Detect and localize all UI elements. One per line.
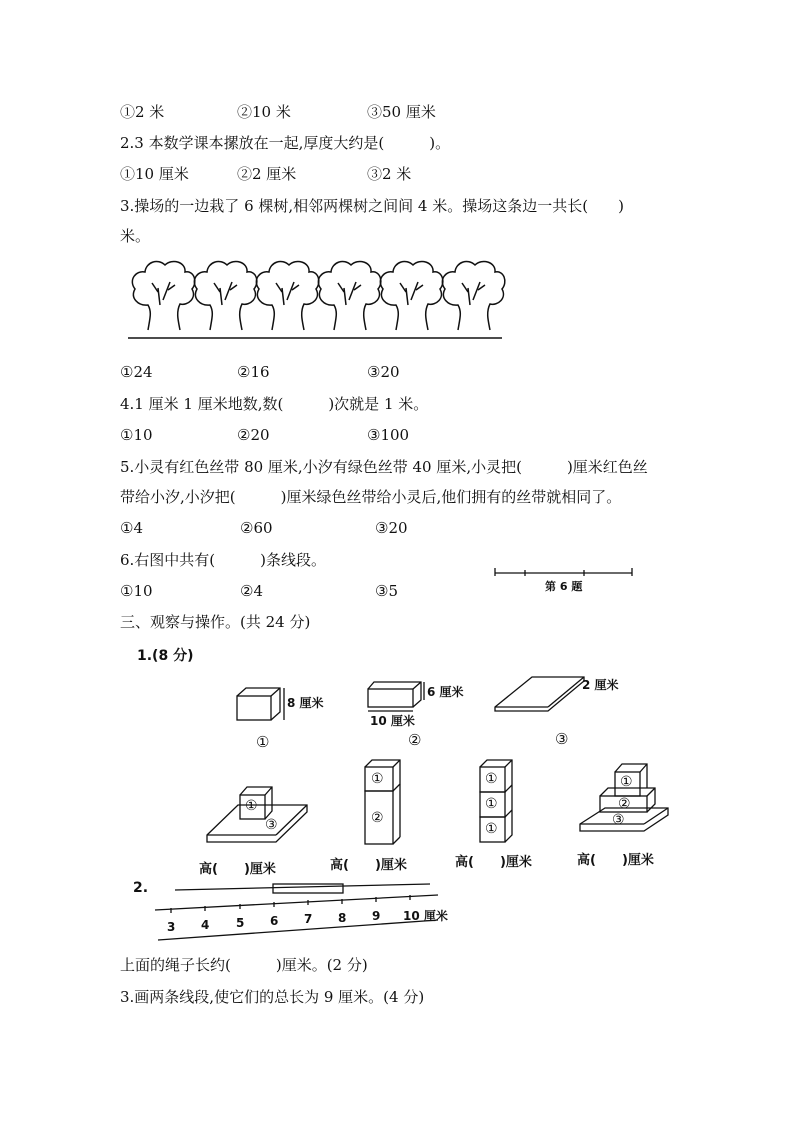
part-2-question: 上面的绳子长约( )厘米。(2 分)	[120, 956, 368, 974]
section-3-title: 三、观察与操作。(共 24 分)	[120, 613, 311, 631]
question-3-line-2: 米。	[120, 227, 151, 245]
stack-1-plate-number: ③	[265, 817, 278, 833]
q2-option-3: ③2 米	[367, 165, 412, 183]
q3-option-2: ②16	[237, 363, 270, 381]
q5-option-1: ①4	[120, 519, 143, 537]
ruler-top	[155, 895, 438, 910]
ruler-tick-9: 9	[372, 909, 381, 923]
question-5-line-2: 带给小汐,小汐把( )厘米绿色丝带给小灵后,他们拥有的丝带就相同了。	[120, 488, 622, 506]
ruler-tick-3: 3	[167, 920, 176, 934]
shape-2-number: ②	[408, 731, 422, 749]
stack-1-height-answer[interactable]: 高( )厘米	[199, 862, 276, 877]
shape-1-dimension: 8 厘米	[287, 696, 324, 710]
ruler-bottom	[158, 920, 438, 940]
stack-3-cube-1-number: ①	[485, 771, 498, 787]
part-1-label: 1.(8 分)	[137, 648, 194, 664]
q4-option-2: ②20	[237, 426, 270, 444]
trees-illustration	[128, 261, 505, 338]
stack-2-height-answer[interactable]: 高( )厘米	[330, 858, 407, 873]
q6-segment-figure	[495, 568, 632, 576]
q6-figure-caption: 第 6 题	[545, 580, 583, 593]
stack-2-box-number: ②	[371, 810, 384, 826]
shape-2-width: 10 厘米	[370, 714, 415, 728]
rope	[273, 884, 343, 893]
cube-shape-1	[237, 688, 284, 720]
shape-3-number: ③	[555, 730, 569, 748]
stack-4-cube-number: ①	[620, 774, 633, 790]
box-shape-2	[368, 682, 424, 711]
plate-shape-3	[495, 677, 584, 711]
question-4: 4.1 厘米 1 厘米地数,数( )次就是 1 米。	[120, 395, 429, 413]
shape-2-height: 6 厘米	[427, 685, 464, 699]
question-5-line-1: 5.小灵有红色丝带 80 厘米,小汐有绿色丝带 40 厘米,小灵把( )厘米红色丝	[120, 458, 648, 476]
tree-icon	[132, 261, 195, 330]
stack-4-box-number: ②	[618, 796, 631, 812]
q5-option-2: ②60	[240, 519, 273, 537]
q5-option-3: ③20	[375, 519, 408, 537]
ruler-tick-8: 8	[338, 911, 347, 925]
q6-option-2: ②4	[240, 582, 263, 600]
part-2-label: 2.	[133, 880, 149, 896]
rope-and-ruler	[155, 884, 438, 940]
q1-option-3: ③50 厘米	[367, 103, 436, 121]
stack-3-height-answer[interactable]: 高( )厘米	[455, 855, 532, 870]
q3-option-1: ①24	[120, 363, 153, 381]
ruler-tick-6: 6	[270, 914, 279, 928]
q1-option-1: ①2 米	[120, 103, 165, 121]
shape-1-number: ①	[256, 733, 270, 751]
shape-3-dimension: 2 厘米	[582, 678, 619, 692]
q4-option-1: ①10	[120, 426, 153, 444]
stack-4-plate-number: ③	[612, 812, 625, 828]
q6-option-3: ③5	[375, 582, 398, 600]
q2-option-1: ①10 厘米	[120, 165, 189, 183]
ruler-tick-5: 5	[236, 916, 245, 930]
q4-option-3: ③100	[367, 426, 410, 444]
q6-option-1: ①10	[120, 582, 153, 600]
stack-2-cube-number: ①	[371, 771, 384, 787]
ruler-tick-10: 10 厘米	[403, 909, 448, 923]
question-2: 2.3 本数学课本摞放在一起,厚度大约是( )。	[120, 134, 451, 152]
stack-3-cube-3-number: ①	[485, 821, 498, 837]
question-3-line-1: 3.操场的一边栽了 6 棵树,相邻两棵树之间间 4 米。操场这条边一共长( )	[120, 197, 624, 215]
rope-top-line	[175, 884, 430, 890]
q2-option-2: ②2 厘米	[237, 165, 297, 183]
q1-option-2: ②10 米	[237, 103, 291, 121]
ruler-tick-4: 4	[201, 918, 210, 932]
stack-1	[207, 787, 307, 842]
stack-1-cube-number: ①	[245, 798, 258, 814]
part-3-question: 3.画两条线段,使它们的总长为 9 厘米。(4 分)	[120, 988, 425, 1006]
stack-3-cube-2-number: ①	[485, 796, 498, 812]
q3-option-3: ③20	[367, 363, 400, 381]
ruler-tick-7: 7	[304, 912, 313, 926]
question-6: 6.右图中共有( )条线段。	[120, 551, 327, 569]
stack-4-height-answer[interactable]: 高( )厘米	[577, 853, 654, 868]
